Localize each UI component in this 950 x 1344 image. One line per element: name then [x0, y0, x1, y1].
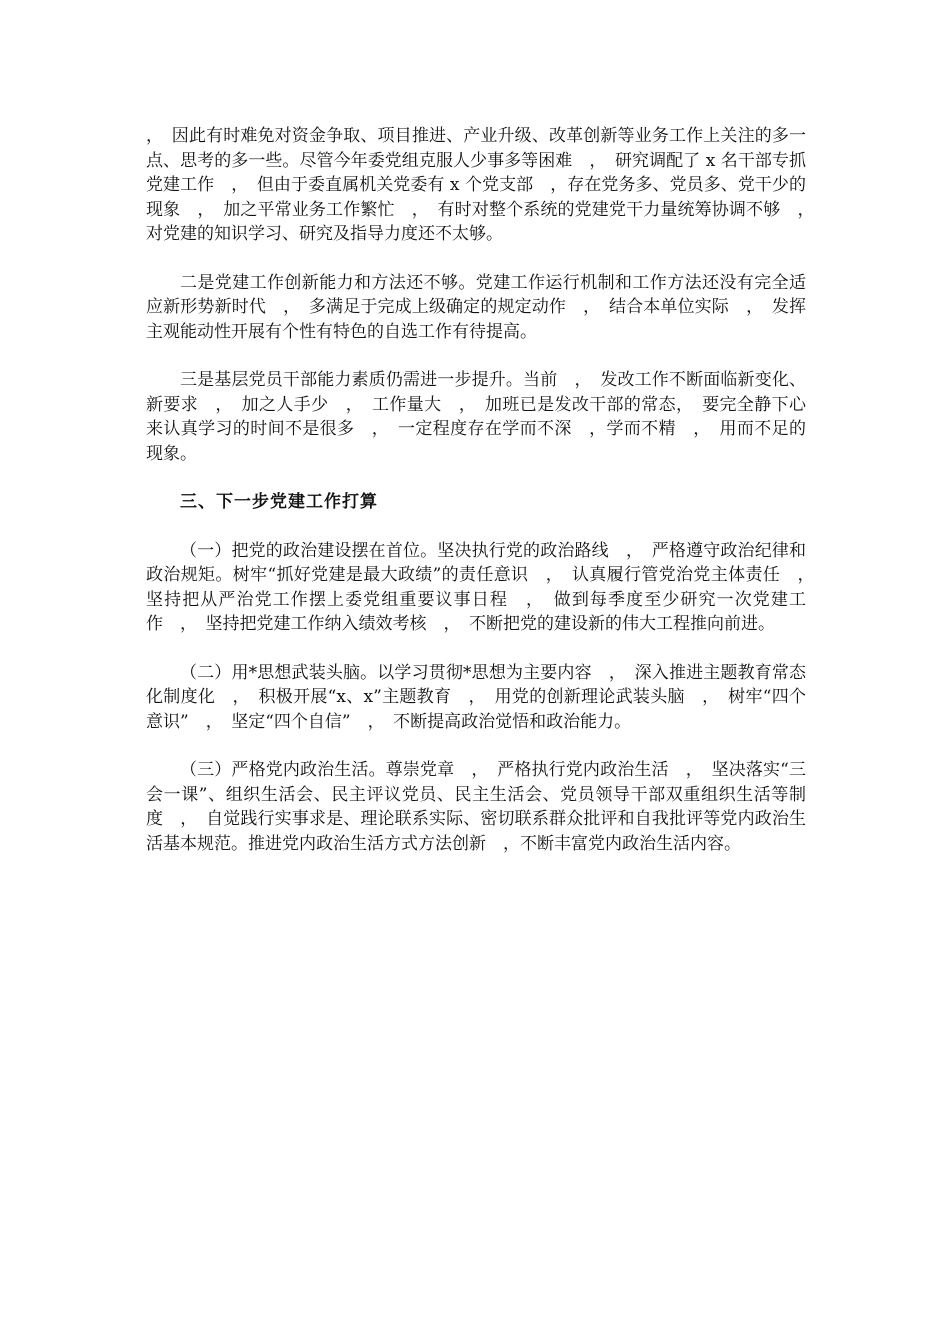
paragraph-section-1: （一）把党的政治建设摆在首位。坚决执行党的政治路线 ， 严格遵守政治纪律和政治规矩。树牢“抓好党建是最大政绩”的责任意识 ， 认真履行管党治党主体责任 ， 坚持把从严治党工作摆上委党组重要议事日程 ， 做到每季度至少研究一次党建工作 ， 坚持把党建工作纳入绩效考核 ， 不断把党的建设新的伟大工程推向前进。 — [146, 540, 823, 634]
paragraph-capability: 三是基层党员干部能力素质仍需进一步提升。当前 ， 发改工作不断面临新变化、新要求 ， 加之人手少 ， 工作量大 ， 加班已是发改干部的常态， 要完全静下心来认真学习的时间不是很多 ， 一定程度存在学而不深 ，学而不精 ， 用而不足的现象。 — [146, 370, 806, 464]
paragraph-section-3: （三）严格党内政治生活。尊崇党章 ， 严格执行党内政治生活 ， 坚决落实“三会一课”、组织生活会、民主评议党员、民主生活会、党员领导干部双重组织生活等制度 ， 自觉践行实事求是、理论联系实际、密切联系群众批评和自我批评等党内政治生活基本规范。推进党内政治生活方式方法创新 ，不断丰富党内政治生活内容。 — [146, 760, 806, 854]
section-heading: 三、下一步党建工作打算 — [180, 492, 378, 512]
paragraph-section-2: （二）用*思想武装头脑。以学习贯彻*思想为主要内容 ， 深入推进主题教育常态化制度化 ， 积极开展“x、x”主题教育 ， 用党的创新理论武装头脑 ， 树牢“四个意识” ， 坚定“四个自信” ， 不断提高政治觉悟和政治能力。 — [146, 662, 806, 732]
paragraph-continuation: ， 因此有时难免对资金争取、项目推进、产业升级、改革创新等业务工作上关注的多一点、思考的多一些。尽管今年委党组克服人少事多等困难 ， 研究调配了 x 名干部专抓党建工作 ， 但由于委直属机关党委有 x 个党支部 ，存在党务多、党员多、党干少的现象 ， 加之平常业务工作繁忙 ， 有时对整个系统的党建党干力量统筹协调不够 ， 对党建的知识学习、研究及指导力度还不太够。 — [146, 126, 823, 244]
document-body — [146, 124, 823, 880]
paragraph-innovation: 二是党建工作创新能力和方法还不够。党建工作运行机制和工作方法还没有完全适应新形势新时代 ， 多满足于完成上级确定的规定动作 ， 结合本单位实际 ， 发挥主观能动性开展有个性有特色的自选工作有待提高。 — [146, 272, 806, 342]
